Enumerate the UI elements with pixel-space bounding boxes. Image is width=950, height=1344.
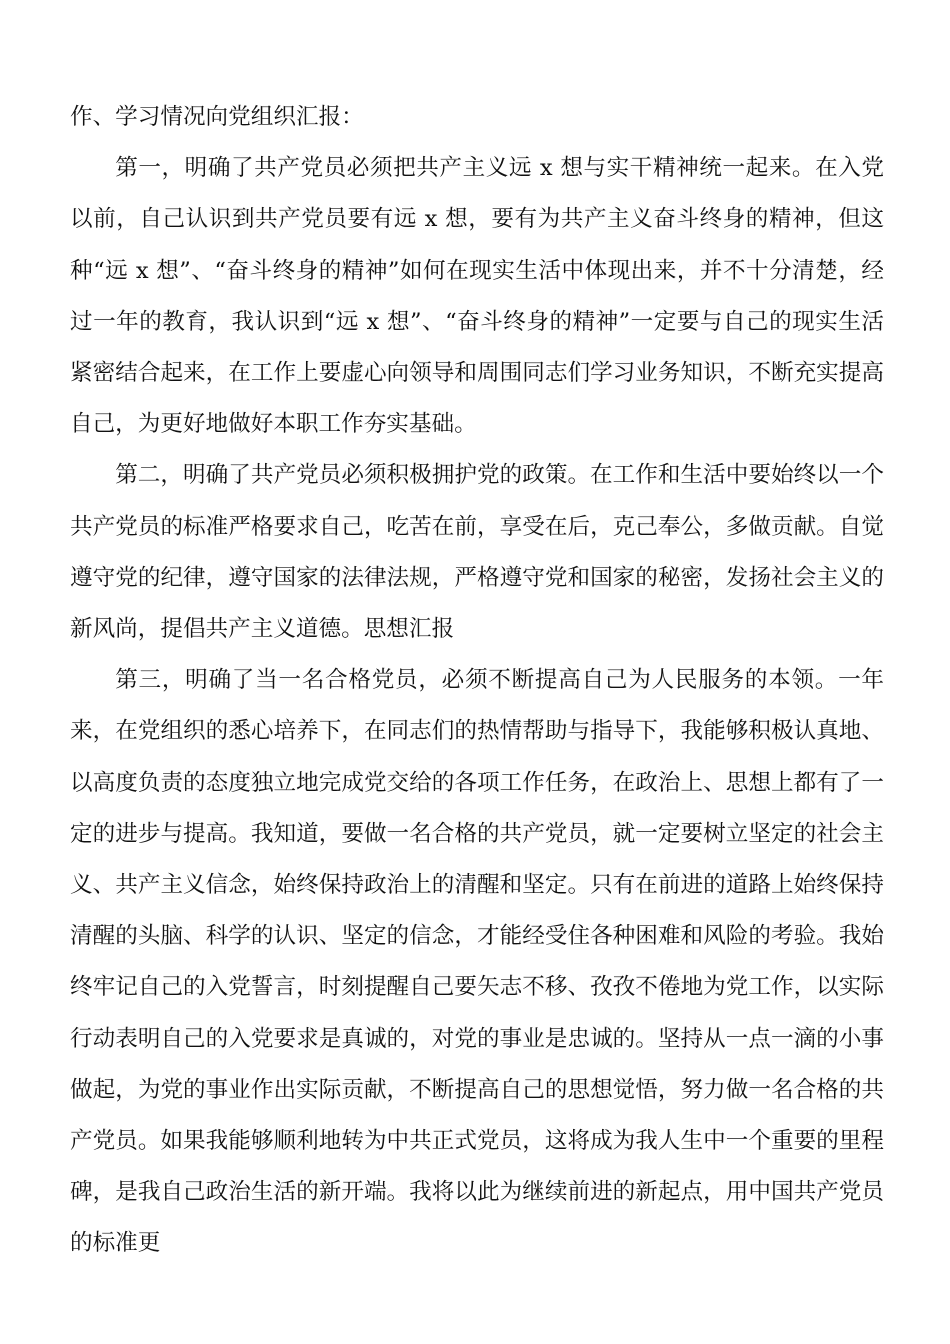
document-body [70, 92, 884, 1270]
paragraph-first-point: 第一，明确了共产党员必须把共产主义远 x 想与实干精神统一起来。在入党以前，自己认识到共产党员要有远 x 想，要有为共产主义奋斗终身的精神，但这种“远 x 想”、“奋斗终身的精神”如何在现实生活中体现出来，并不十分清楚，经过一年的教育，我认识到“远 x 想”、“奋斗终身的精神”一定要与自己的现实生活紧密结合起来，在工作上要虚心向领导和周围同志们学习业务知识，不断充实提高自己，为更好地做好本职工作夯实基础。 [70, 155, 884, 438]
paragraph-continuation: 作、学习情况向党组织汇报： [70, 104, 364, 130]
paragraph-second-point: 第二，明确了共产党员必须积极拥护党的政策。在工作和生活中要始终以一个共产党员的标准严格要求自己，吃苦在前，享受在后，克己奉公，多做贡献。自觉遵守党的纪律，遵守国家的法律法规，严格遵守党和国家的秘密，发扬社会主义的新风尚，提倡共产主义道德。思想汇报 [70, 462, 884, 643]
paragraph-third-point: 第三，明确了当一名合格党员，必须不断提高自己为人民服务的本领。一年来，在党组织的悉心培养下，在同志们的热情帮助与指导下，我能够积极认真地、以高度负责的态度独立地完成党交给的各项工作任务，在政治上、思想上都有了一定的进步与提高。我知道，要做一名合格的共产党员，就一定要树立坚定的社会主义、共产主义信念，始终保持政治上的清醒和坚定。只有在前进的道路上始终保持清醒的头脑、科学的认识、坚定的信念，才能经受住各种困难和风险的考验。我始终牢记自己的入党誓言，时刻提醒自己要矢志不移、孜孜不倦地为党工作，以实际行动表明自己的入党要求是真诚的，对党的事业是忠诚的。坚持从一点一滴的小事做起，为党的事业作出实际贡献，不断提高自己的思想觉悟，努力做一名合格的共产党员。如果我能够顺利地转为中共正式党员，这将成为我人生中一个重要的里程碑，是我自己政治生活的新开端。我将以此为继续前进的新起点，用中国共产党员的标准更 [70, 667, 884, 1257]
